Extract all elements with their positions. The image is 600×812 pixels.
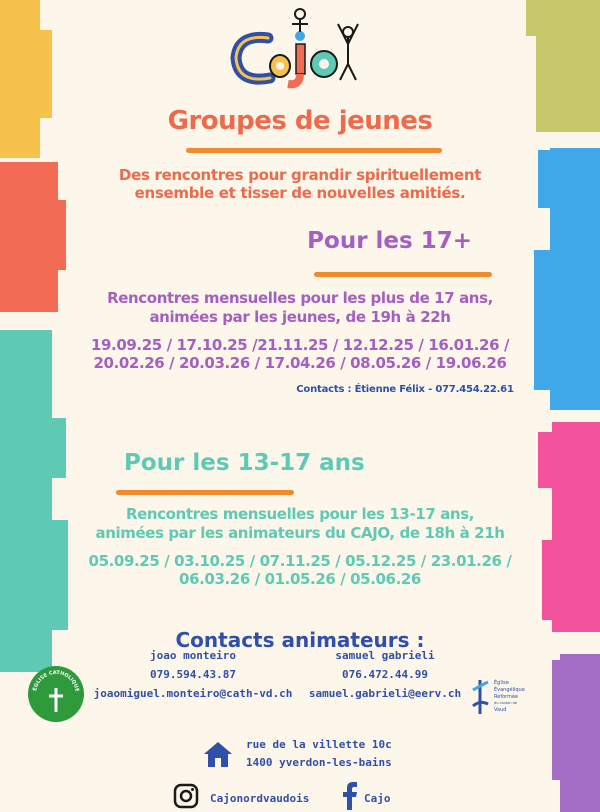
deco-block-teal-notch bbox=[52, 418, 66, 478]
eerv-text-2: Évangélique bbox=[494, 687, 525, 693]
deco-block-purple-notch bbox=[552, 660, 560, 780]
facebook-handle[interactable]: Cajo bbox=[364, 792, 391, 805]
deco-block-yellow-notch bbox=[40, 30, 52, 118]
eerv-text-1: Église bbox=[494, 680, 509, 686]
address bbox=[246, 736, 392, 772]
group-13-dates bbox=[60, 552, 540, 588]
eerv-text-4: du canton de bbox=[494, 701, 518, 705]
address-line-1: rue de la villette 10c bbox=[246, 738, 392, 751]
group-17-desc-line-1: Rencontres mensuelles pour les plus de 17 ans, bbox=[107, 289, 493, 307]
eerv-text-5: Vaud bbox=[494, 707, 507, 713]
group-17-heading: Pour les 17+ bbox=[307, 228, 472, 254]
contact-1-phone[interactable]: 079.594.43.87 bbox=[149, 668, 237, 681]
deco-block-purple bbox=[560, 654, 600, 812]
contact-2-name: samuel gabrieli bbox=[335, 649, 435, 662]
group-17-description bbox=[60, 289, 540, 327]
group-13-dates-line-2: 06.03.26 / 01.05.26 / 05.06.26 bbox=[179, 570, 421, 588]
intro-text bbox=[60, 166, 540, 202]
group-17-dates-line-2: 20.02.26 / 20.03.26 / 17.04.26 / 08.05.26 / 19.06.26 bbox=[93, 354, 507, 372]
contact-person-2 bbox=[300, 646, 470, 703]
group-13-heading: Pour les 13-17 ans bbox=[124, 450, 365, 476]
contacts-heading: Contacts animateurs : bbox=[175, 628, 425, 652]
deco-block-teal-notch-2 bbox=[0, 520, 68, 630]
contact-2-phone[interactable]: 076.472.44.99 bbox=[341, 668, 429, 681]
group-13-underline bbox=[116, 490, 294, 495]
contact-1-email[interactable]: joaomiguel.monteiro@cath-vd.ch bbox=[93, 687, 293, 700]
group-17-underline bbox=[314, 272, 492, 277]
instagram-handle[interactable]: Cajonordvaudois bbox=[210, 792, 310, 805]
contact-2-email[interactable]: samuel.gabrieli@eerv.ch bbox=[308, 687, 462, 700]
eerv-logo bbox=[470, 676, 540, 718]
facebook-icon[interactable] bbox=[342, 780, 358, 812]
instagram-icon[interactable] bbox=[172, 782, 200, 812]
page-title: Groupes de jeunes bbox=[167, 106, 433, 136]
contact-1-name: joao monteiro bbox=[149, 649, 237, 662]
catholic-badge-text: ÉGLISE CATHOLIQUE bbox=[32, 669, 80, 693]
contact-person-1 bbox=[88, 646, 298, 703]
catholic-church-badge bbox=[28, 666, 84, 722]
group-13-desc-line-1: Rencontres mensuelles pour les 13-17 ans, bbox=[125, 505, 475, 523]
group-13-description bbox=[60, 505, 540, 543]
group-17-dates-line-1: 19.09.25 / 17.10.25 /21.11.25 / 12.12.25 / 16.01.26 / bbox=[90, 336, 510, 354]
deco-block-pink-notch-2 bbox=[542, 540, 552, 620]
deco-block-olive-notch bbox=[526, 0, 536, 36]
eerv-text-3: Réformée bbox=[494, 694, 519, 700]
title-underline bbox=[186, 148, 442, 153]
svg-text:ÉGLISE CATHOLIQUE VAUD bbox=[28, 666, 80, 694]
address-line-2: 1400 yverdon-les-bains bbox=[246, 756, 392, 769]
group-13-desc-line-2: animées par les animateurs du CAJO, de 18h à 21h bbox=[95, 524, 505, 542]
home-icon bbox=[202, 740, 234, 772]
group-13-dates-line-1: 05.09.25 / 03.10.25 / 07.11.25 / 05.12.25 / 23.01.26 / bbox=[88, 552, 512, 570]
group-17-contact: Contacts : Étienne Félix - 077.454.22.61 bbox=[296, 384, 514, 395]
intro-line-2: ensemble et tisser de nouvelles amitiés. bbox=[134, 184, 466, 202]
deco-block-pink-notch bbox=[538, 432, 552, 488]
group-17-desc-line-2: animées par les jeunes, de 19h à 22h bbox=[149, 308, 451, 326]
cajo-logo bbox=[228, 4, 368, 90]
intro-line-1: Des rencontres pour grandir spirituellement bbox=[118, 166, 482, 184]
deco-block-pink bbox=[552, 422, 600, 632]
group-17-dates bbox=[60, 336, 540, 372]
deco-block-blue bbox=[550, 148, 600, 410]
